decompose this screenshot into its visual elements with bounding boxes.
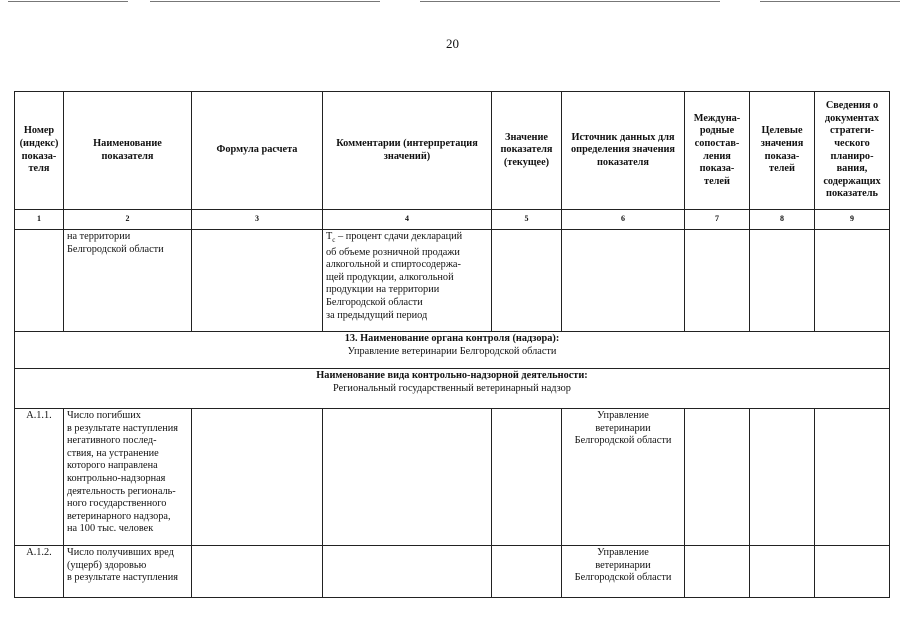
- intl-cell: [685, 230, 750, 332]
- target-cell: [750, 230, 815, 332]
- page-number: 20: [446, 36, 459, 51]
- header-cell: Целевые значения показа-телей: [750, 92, 815, 210]
- scan-edge-line-2: [150, 1, 380, 2]
- formula-symbol: Т: [326, 231, 333, 242]
- source-cell: Управление ветеринарии Белгородской области: [562, 409, 685, 546]
- section-subtitle: Управление ветеринарии Белгородской области: [347, 345, 557, 357]
- comment-cell: [323, 546, 492, 598]
- value-cell: [492, 409, 562, 546]
- header-cell: Номер (индекс) показа-теля: [15, 92, 64, 210]
- indicator-name-cell: Число получивших вред (ущерб) здоровью в результате наступления: [64, 546, 192, 598]
- header-cell: Формула расчета: [192, 92, 323, 210]
- comment-text: – процент сдачи деклараций об объеме розничной продажи алкогольной и спиртосодержа- щей продукции, алкогольной продукции на территории Белгородской области за предыдущий период: [326, 231, 463, 321]
- table-row: [15, 230, 890, 332]
- header-cell: Наименование показателя: [64, 92, 192, 210]
- column-number: 9: [815, 210, 890, 230]
- target-cell: [750, 409, 815, 546]
- intl-cell: [685, 546, 750, 598]
- section-heading-row: [15, 332, 890, 369]
- index-cell: А.1.2.: [15, 546, 64, 598]
- target-cell: [750, 546, 815, 598]
- formula-cell: [192, 409, 323, 546]
- docs-cell: [815, 546, 890, 598]
- comment-cell: [323, 409, 492, 546]
- intl-cell: [685, 409, 750, 546]
- docs-cell: [815, 409, 890, 546]
- scan-edge-line-4: [760, 1, 900, 2]
- header-cell: Междуна-родные сопостав-ления показа-телей: [685, 92, 750, 210]
- value-cell: [492, 230, 562, 332]
- source-cell: [562, 230, 685, 332]
- indicators-table: [14, 91, 890, 598]
- section-title: 13. Наименование органа контроля (надзора):: [344, 333, 560, 344]
- formula-cell: [192, 546, 323, 598]
- section-title: Наименование вида контрольно-надзорной деятельности:: [316, 370, 588, 381]
- section-subtitle: Региональный государственный ветеринарный надзор: [333, 382, 571, 394]
- column-number: 7: [685, 210, 750, 230]
- control-body-heading: [15, 332, 890, 369]
- formula-subscript: с: [332, 236, 336, 245]
- scan-edge-line-1: [8, 1, 128, 2]
- column-number: 5: [492, 210, 562, 230]
- table-row: [15, 409, 890, 546]
- source-cell: Управление ветеринарии Белгородской области: [562, 546, 685, 598]
- comment-cell: [323, 230, 492, 332]
- value-cell: [492, 546, 562, 598]
- docs-cell: [815, 230, 890, 332]
- column-number: 4: [323, 210, 492, 230]
- section-heading-row: [15, 369, 890, 409]
- column-number: 1: [15, 210, 64, 230]
- table-row: [15, 546, 890, 598]
- activity-type-heading: [15, 369, 890, 409]
- header-cell: Значение показателя (текущее): [492, 92, 562, 210]
- index-cell: [15, 230, 64, 332]
- scan-edge-line-3: [420, 1, 720, 2]
- column-number-row: [15, 210, 890, 230]
- table-header-row: [15, 92, 890, 210]
- index-cell: А.1.1.: [15, 409, 64, 546]
- column-number: 2: [64, 210, 192, 230]
- indicator-name-cell: Число погибших в результате наступления негативного послед- ствия, на устранение которого направлена контрольно-надзорная деятельность региональ- ного государственного ветеринарного надзора, на 100 тыс. человек: [64, 409, 192, 546]
- header-cell: Комментарии (интерпретация значений): [323, 92, 492, 210]
- header-cell: Источник данных для определения значения показателя: [562, 92, 685, 210]
- header-cell: Сведения о документах стратеги-ческого планиро-вания, содержащих показатель: [815, 92, 890, 210]
- formula-cell: [192, 230, 323, 332]
- indicator-name-cell: на территории Белгородской области: [64, 230, 192, 332]
- column-number: 3: [192, 210, 323, 230]
- column-number: 6: [562, 210, 685, 230]
- column-number: 8: [750, 210, 815, 230]
